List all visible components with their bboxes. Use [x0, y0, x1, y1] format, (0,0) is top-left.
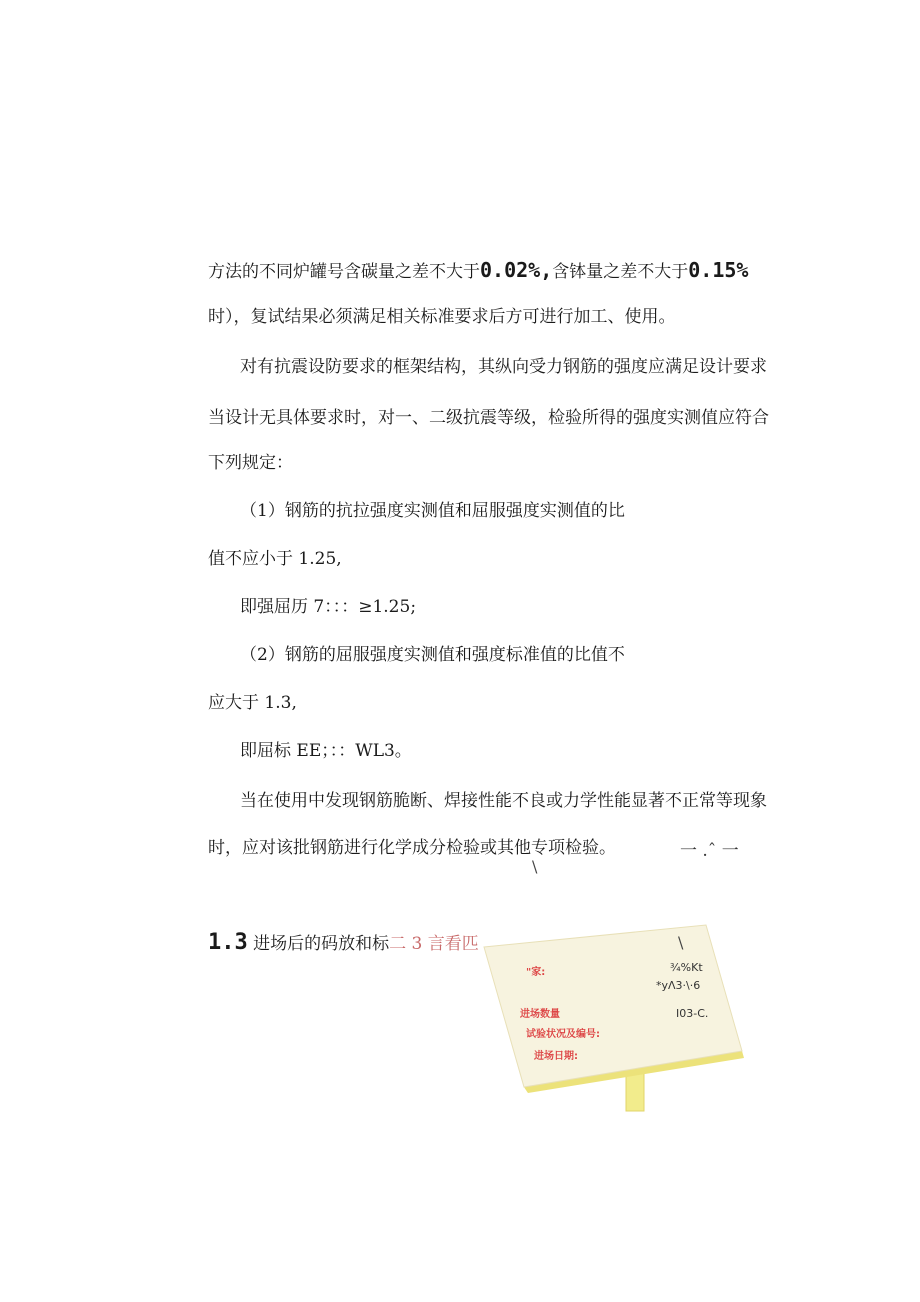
- paragraph-line-6: （1）钢筋的抗拉强度实测值和屈服强度实测值的比: [240, 501, 625, 521]
- sign-label-date: 进场日期:: [534, 1051, 578, 1062]
- p1-number-1: 0.02%,: [480, 258, 553, 282]
- sign-label-manufacturer: "家:: [526, 967, 546, 978]
- paragraph-line-12: 当在使用中发现钢筋脆断、焊接性能不良或力学性能显著不正常等现象: [240, 791, 767, 811]
- sign-value-1: ¾%Kt: [670, 961, 703, 974]
- paragraph-line-11: 即屈标 EE；：：WL3。: [240, 741, 412, 761]
- section-number: 1.3: [208, 930, 248, 955]
- sign-label-test-status: 试验状况及编号:: [526, 1029, 600, 1040]
- p1-text-a: 方法的不同炉罐号含碳量之差不大于: [208, 262, 480, 282]
- p1-number-2: 0.15%: [688, 258, 749, 282]
- paragraph-line-4: 当设计无具体要求时，对一、二级抗震等级，检验所得的强度实测值应符合: [208, 408, 769, 428]
- sign-value-2: *yΛ3·\·6: [656, 979, 701, 992]
- material-sign-board: [480, 855, 770, 1125]
- paragraph-line-3: 对有抗震设防要求的框架结构，其纵向受力钢筋的强度应满足设计要求: [240, 357, 767, 377]
- sign-label-quantity: 进场数量: [520, 1009, 560, 1020]
- paragraph-line-5: 下列规定：: [208, 453, 293, 473]
- paragraph-line-9: （2）钢筋的屈服强度实测值和强度标准值的比值不: [240, 645, 625, 665]
- sign-illustration: [480, 855, 770, 1125]
- sign-value-3: Ι03-C.: [676, 1007, 709, 1020]
- paragraph-line-1: [208, 259, 748, 283]
- paragraph-line-13: 时，应对该批钢筋进行化学成分检验或其他专项检验。: [208, 838, 616, 858]
- paragraph-line-10: 应大于 1.3,: [208, 693, 297, 713]
- stroke-mark-mid: \: [678, 933, 684, 952]
- section-heading: [208, 932, 479, 955]
- section-title-tail: 二 3 言看匹: [389, 934, 479, 954]
- section-title: 进场后的码放和标: [253, 934, 390, 954]
- scattered-marks: 一 .ˆ 一: [680, 841, 739, 861]
- stroke-mark-top: \: [532, 857, 538, 876]
- paragraph-line-2: 时），复试结果必须满足相关标准要求后方可进行加工、使用。: [208, 307, 676, 327]
- paragraph-line-8: 即强屈历 7：：：≥1.25;: [240, 597, 417, 617]
- p1-text-b: 含钵量之差不大于: [552, 262, 689, 282]
- paragraph-line-7: 值不应小于 1.25,: [208, 549, 342, 569]
